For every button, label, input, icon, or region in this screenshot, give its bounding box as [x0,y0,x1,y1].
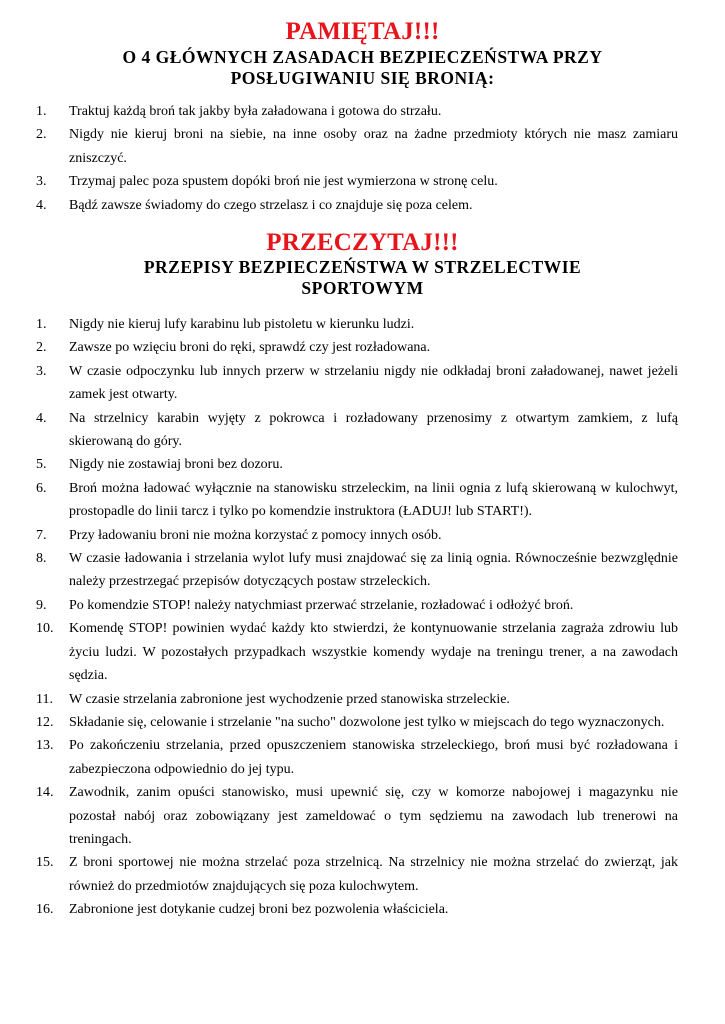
section1-rules-list [0,100,725,217]
rule-number: 11. [36,691,53,707]
rule-text: Broń można ładować wyłącznie na stanowisku strzeleckim, na linii ognia z lufą skierowaną w kulochwyt, prostopadle do linii tarcz i tylko po komendzie instruktora (ŁADUJ! lub START!). [69,480,678,520]
rule-text: Po zakończeniu strzelania, przed opuszczeniem stanowiska strzeleckiego, broń musi być rozładowana i zabezpieczona odpowiednio do jej typu. [69,738,678,777]
rule-number: 1. [36,317,47,332]
rule-number: 10. [36,621,54,637]
section2-subtitle-line2: SPORTOWYM [301,278,424,298]
section2-rule-8 [0,547,678,594]
rule-number: 4. [36,410,47,426]
rule-number: 6. [36,480,47,496]
rule-text: Zabronione jest dotykanie cudzej broni bez pozwolenia właściciela. [69,902,449,918]
rule-text: Na strzelnicy karabin wyjęty z pokrowca i rozładowany przenosimy z otwartym zamkiem, z lufą skierowaną do góry. [69,410,678,450]
rule-number: 8. [36,551,47,567]
rule-number: 15. [36,855,54,871]
rule-number: 2. [36,127,47,143]
rule-text: Nigdy nie kieruj broni na siebie, na inne osoby oraz na żadne przedmioty których nie masz zamiaru zniszczyć. [69,127,678,166]
rule-number: 9. [36,597,47,613]
section1-rule-1 [0,100,678,123]
rule-number: 3. [36,174,47,190]
rule-text: Z broni sportowej nie można strzelać poza strzelnicą. Na strzelnicy nie można strzelać do zwierząt, jak również do przedmiotów znajdujących się poza kulochwytem. [69,855,678,894]
section2-rule-13 [0,734,678,781]
rule-text: Zawsze po wzięciu broni do ręki, sprawdź czy jest rozładowana. [69,340,431,356]
section1-subtitle-line2: POSŁUGIWANIU SIĘ BRONIĄ: [230,68,495,88]
rule-number: 12. [36,714,54,730]
rule-text: Traktuj każdą broń tak jakby była załadowana i gotowa do strzału. [69,104,442,119]
section1-title: PAMIĘTAJ!!! [285,18,440,45]
section1-subtitle-line1: O 4 GŁÓWNYCH ZASADACH BEZPIECZEŃSTWA PRZY [122,47,603,67]
section2-rule-11 [0,688,678,711]
rule-text: Trzymaj palec poza spustem dopóki broń nie jest wymierzona w stronę celu. [69,174,498,190]
rule-text: Po komendzie STOP! należy natychmiast przerwać strzelanie, rozładować i odłożyć broń. [69,597,574,613]
rule-text: Bądź zawsze świadomy do czego strzelasz i co znajduje się poza celem. [69,197,473,213]
section2-rule-12 [0,711,678,734]
rule-number: 7. [36,527,47,543]
section2-rule-10 [0,617,678,687]
section2-rule-6 [0,477,678,524]
rule-number: 2. [36,340,47,356]
rule-text: W czasie strzelania zabronione jest wychodzenie przed stanowiska strzeleckie. [69,691,510,707]
rule-text: Nigdy nie kieruj lufy karabinu lub pistoletu w kierunku ludzi. [69,317,415,332]
section2-rule-9 [0,594,678,617]
section1-rule-3 [0,170,678,193]
section2-rule-2 [0,336,678,359]
section2-rule-7 [0,524,678,547]
rule-text: W czasie odpoczynku lub innych przerw w strzelaniu nigdy nie odkładaj broni załadowanej, nawet jeżeli zamek jest otwarty. [69,363,678,403]
rule-text: Składanie się, celowanie i strzelanie "na sucho" dozwolone jest tylko w miejscach do tego wyznaczonych. [69,714,665,730]
rule-number: 14. [36,785,54,801]
section2-rule-5 [0,453,678,476]
rule-number: 4. [36,197,47,213]
section2-rules-list [0,313,725,922]
section1-rule-2 [0,123,678,170]
section2-rule-16 [0,898,678,921]
rule-text: Nigdy nie zostawiaj broni bez dozoru. [69,457,283,473]
rule-number: 13. [36,738,54,754]
section2-rule-14 [0,781,678,851]
rule-text: Zawodnik, zanim opuści stanowisko, musi upewnić się, czy w komorze nabojowej i magazynku nie pozostał nabój oraz zobowiązany jest zameldować o tym sędziemu na zawodach lub trenerowi na treningach. [69,785,678,847]
rule-number: 1. [36,104,47,119]
section1-rule-4 [0,194,678,217]
section2-rule-1 [0,313,678,336]
section2-rule-15 [0,851,678,898]
rule-number: 16. [36,902,54,918]
section2-rule-3 [0,360,678,407]
rule-number: 5. [36,457,47,473]
section2-subtitle-line1: PRZEPISY BEZPIECZEŃSTWA W STRZELECTWIE [143,257,582,277]
rule-number: 3. [36,363,47,379]
section2-title: PRZECZYTAJ!!! [266,229,459,256]
rule-text: W czasie ładowania i strzelania wylot lufy musi znajdować się za linią ognia. Równocześnie bezwzględnie należy przestrzegać przepisów dotyczących postaw strzeleckich. [69,551,678,590]
rule-text: Przy ładowaniu broni nie można korzystać z pomocy innych osób. [69,527,442,543]
section2-rule-4 [0,407,678,454]
rule-text: Komendę STOP! powinien wydać każdy kto stwierdzi, że kontynuowanie strzelania zagraża zdrowiu lub życiu ludzi. W pozostałych przypadkach wszystkie komendy wydaje na treningu trener, a na zawodach sędzia. [69,621,678,684]
